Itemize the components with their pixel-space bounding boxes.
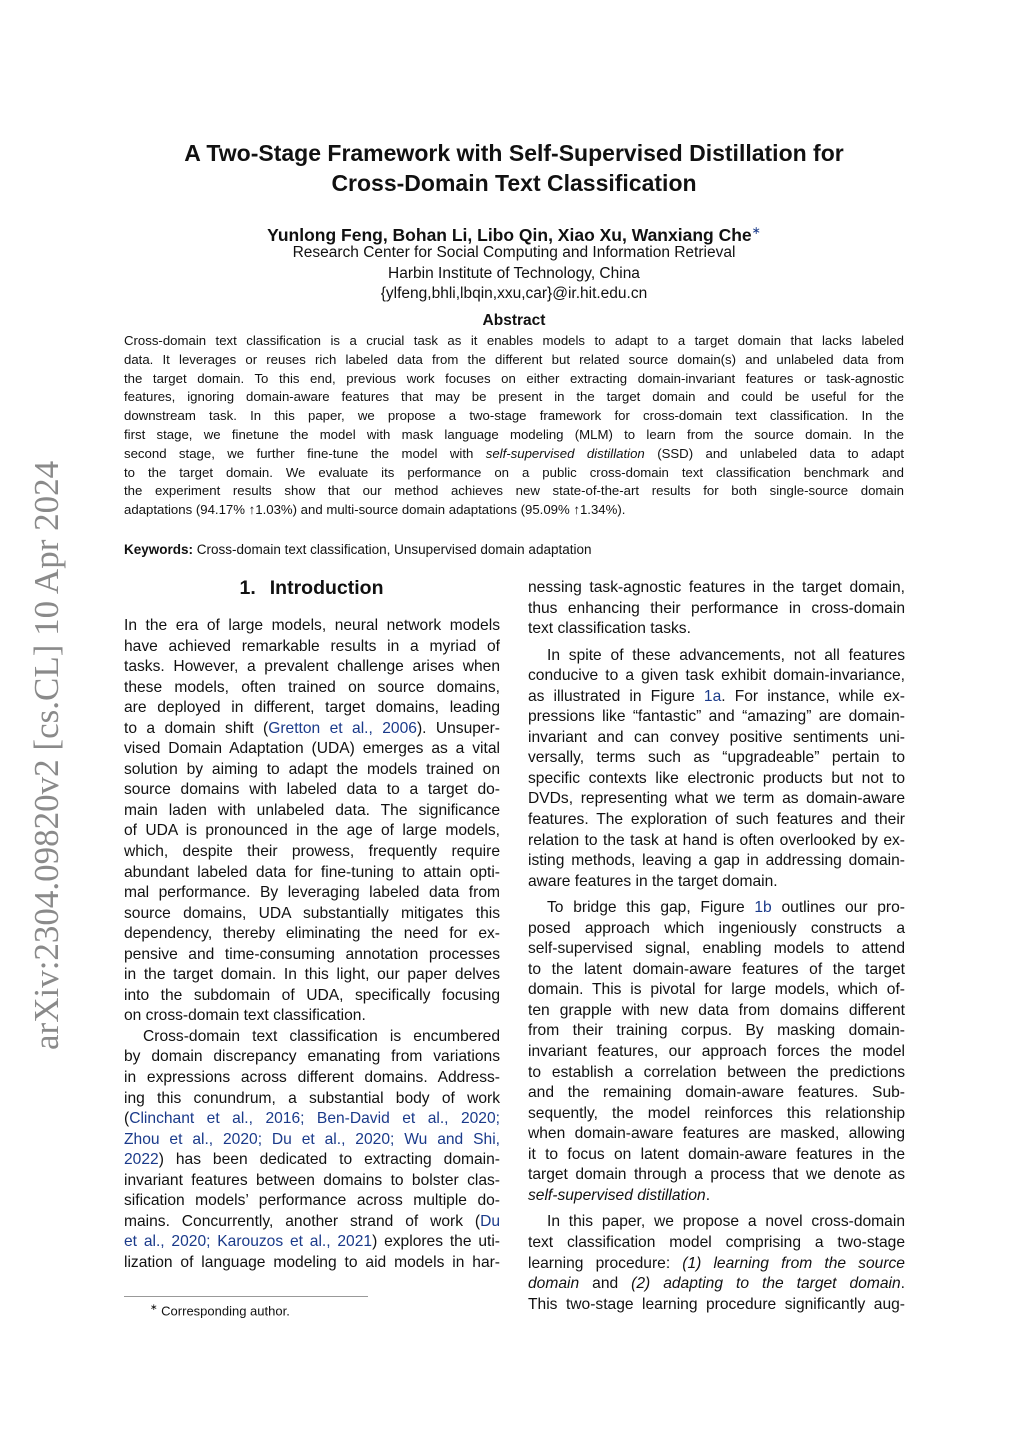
footnote-divider xyxy=(124,1296,368,1297)
text-line: are deployed in different, target domains, leading xyxy=(124,699,500,717)
text-line: In the era of large models, neural network models xyxy=(124,617,500,634)
text-line: invariant features, our approach forces the model xyxy=(528,1043,905,1061)
text-line xyxy=(124,1150,500,1171)
affiliation-email: {ylfeng,bhli,lbqin,xxu,car}@ir.hit.edu.cn xyxy=(380,285,648,302)
text-line: from their training corpus. By masking domain- xyxy=(528,1022,905,1040)
citation-link[interactable]: et al., 2020; Karouzos et al., 2021 xyxy=(124,1233,373,1251)
title-line: Cross-Domain Text Classification xyxy=(331,170,697,196)
text-line: ten grapple with new data from domains different xyxy=(528,1001,905,1019)
text-line: posed approach which ingeniously constructs a xyxy=(528,919,905,937)
text-line: isting methods, leaving a gap in addressing domain- xyxy=(528,852,905,870)
right-column xyxy=(528,578,905,1315)
text: and xyxy=(592,1275,619,1293)
text-line: source domains with labeled data to a target do- xyxy=(124,781,500,799)
text-line: pensive and time-consuming annotation processes xyxy=(124,945,500,963)
text-line xyxy=(124,719,500,740)
text-line: tasks. However, a prevalent challenge arises when xyxy=(124,658,500,676)
abstract-text: (SSD) and unlabeled data to adapt xyxy=(657,445,905,461)
text-line: pressions like “fantastic” and “amazing” are domain- xyxy=(528,708,905,726)
emphasis-text: (1) learning from the source xyxy=(682,1254,905,1272)
left-column xyxy=(124,616,500,1274)
text: mains. Concurrently, another strand of work ( xyxy=(124,1212,481,1230)
text-line: text classification tasks. xyxy=(528,620,691,638)
abstract-body xyxy=(124,332,904,520)
abstract-line: first stage, we finetune the model with mask language modeling (MLM) to learn from the source domain. In the xyxy=(124,426,904,442)
text-line: vised Domain Adaptation (UDA) emerges as a vital xyxy=(124,740,500,758)
text-line: versally, terms such as “upgradeable” pertain to xyxy=(528,749,905,767)
text-line: invariant features between domains to bolster clas- xyxy=(124,1171,500,1189)
text-line xyxy=(124,1130,500,1151)
abstract-line: downstream task. In this paper, we propose a two-stage framework for cross-domain text classification. In the xyxy=(124,408,904,424)
affiliation-line: Research Center for Social Computing and Information Retrieval xyxy=(292,244,736,261)
text: . For instance, while ex- xyxy=(721,687,905,705)
text: learning procedure: xyxy=(528,1254,671,1272)
text-line: target domain through a process that we denote as xyxy=(528,1166,905,1184)
text-line: abundant labeled data for fine-tuning to attain opti- xyxy=(124,863,500,881)
figure-reference-link[interactable]: 1b xyxy=(754,899,772,917)
arxiv-identifier-stamp: arXiv:2304.09820v2 [cs.CL] 10 Apr 2024 xyxy=(27,460,66,1050)
abstract-line: to the target domain. We evaluate its performance on a public cross-domain text classification benchmark and xyxy=(124,464,904,480)
text-line xyxy=(528,1274,905,1295)
text-line: In spite of these advancements, not all features xyxy=(547,646,905,664)
emphasis-text: domain xyxy=(528,1275,580,1293)
text-line: on cross-domain text classification. xyxy=(124,1007,366,1025)
text: ) explores the uti- xyxy=(372,1233,500,1251)
emphasis-text: self-supervised distillation xyxy=(528,1186,706,1204)
text-line: and the remaining domain-aware features. Sub- xyxy=(528,1084,905,1102)
abstract-line: features, ignoring domain-aware features that may be present in the target domain and could be useful for the xyxy=(124,389,904,405)
text-line xyxy=(528,1186,905,1207)
text-line xyxy=(528,898,905,919)
section-number: 1. xyxy=(239,577,256,599)
citation-link[interactable]: Gretton et al., 2006 xyxy=(268,719,417,737)
keywords-text: Cross-domain text classification, Unsupervised domain adaptation xyxy=(196,542,592,557)
text-line: relation to the task at hand is often overlooked by ex- xyxy=(528,831,905,849)
corresponding-author-mark: ∗ xyxy=(751,225,761,237)
text: ) has been dedicated to extracting domain- xyxy=(158,1151,500,1169)
citation-link[interactable]: Clinchant et al., 2016; Ben-David et al., 2020; xyxy=(129,1110,500,1128)
footnote-text: Corresponding author. xyxy=(161,1303,290,1319)
section-heading xyxy=(124,575,499,601)
abstract-line: Cross-domain text classification is a crucial task as it enables models to adapt to a target domain that lacks labeled xyxy=(124,333,904,348)
author-names: Yunlong Feng, Bohan Li, Libo Qin, Xiao Xu, Wanxiang Che xyxy=(267,224,752,245)
text-line: into the subdomain of UDA, specifically focusing xyxy=(124,986,500,1004)
footnote-mark: ∗ xyxy=(150,1302,158,1312)
citation-link[interactable]: 2022 xyxy=(124,1151,159,1169)
text-line: This two-stage learning procedure significantly aug- xyxy=(528,1295,905,1313)
text: To bridge this gap, Figure xyxy=(547,899,745,917)
text-line: nessing task-agnostic features in the target domain, xyxy=(528,579,905,596)
keywords xyxy=(124,541,904,559)
text-line: ing this conundrum, a substantial body of work xyxy=(124,1089,500,1107)
abstract-line: data. It leverages or reuses rich labeled data from the different but related source domain(s) and unlabeled data from xyxy=(124,351,904,367)
text: . xyxy=(900,1275,905,1293)
text-line: features. The exploration of such features and their xyxy=(528,811,905,829)
text-line xyxy=(124,1232,500,1253)
text-line xyxy=(124,1212,500,1233)
footnote xyxy=(150,1298,490,1320)
abstract-text: second stage, we further fine-tune the model with xyxy=(124,445,474,461)
text-line: self-supervised signal, enabling models to attend xyxy=(528,940,905,958)
paper-title xyxy=(124,138,904,198)
text: as illustrated in Figure xyxy=(528,687,695,705)
text: . xyxy=(705,1186,711,1204)
text-line: to the latent domain-aware features of the target xyxy=(528,960,905,978)
text-line: it to focus on latent domain-aware features in the xyxy=(528,1145,905,1163)
text-line: these models, often trained on source domains, xyxy=(124,678,500,696)
text-line: in expressions across different domains. Address- xyxy=(124,1069,500,1087)
text-line: in the target domain. In this light, our paper delves xyxy=(124,966,500,984)
text-line: sequently, the model reinforces this relationship xyxy=(528,1104,905,1122)
text-line: specific contexts like electronic products but not to xyxy=(528,769,905,787)
text-line xyxy=(124,1109,500,1130)
abstract-line xyxy=(124,445,904,464)
text-line: In this paper, we propose a novel cross-domain xyxy=(547,1213,905,1231)
text-line xyxy=(528,1254,905,1275)
text: ). Unsuper- xyxy=(416,719,500,737)
affiliation xyxy=(124,243,904,305)
text-line: dependency, thereby eliminating the need for ex- xyxy=(124,925,500,943)
text-line: when domain-aware features are masked, allowing xyxy=(528,1125,905,1143)
abstract-emphasis: self-supervised distillation xyxy=(485,445,645,461)
text-line: mal performance. By leveraging labeled data from xyxy=(124,884,500,902)
text-line: domain. This is pivotal for large models, which of- xyxy=(528,981,905,999)
citation-link[interactable]: Zhou et al., 2020; Du et al., 2020; Wu and Shi, xyxy=(124,1130,500,1148)
emphasis-text: (2) adapting to the target domain xyxy=(631,1275,901,1293)
abstract-line: the experiment results show that our method achieves new state-of-the-art results for both single-source domain xyxy=(124,483,904,499)
text-line: source domains, UDA substantially mitigates this xyxy=(124,904,500,922)
text-line: DVDs, representing what we term as domain-aware xyxy=(528,790,905,808)
text-line: Cross-domain text classification is encumbered xyxy=(143,1027,500,1045)
text-line: by domain discrepancy emanating from variations xyxy=(124,1048,500,1066)
text-line: text classification model comprising a two-stage xyxy=(528,1233,905,1251)
affiliation-line: Harbin Institute of Technology, China xyxy=(388,264,640,282)
text-line: invariant and can convey positive sentiments uni- xyxy=(528,728,905,746)
text-line: conducive to a given task exhibit domain-invariance, xyxy=(528,667,905,685)
section-title: Introduction xyxy=(269,577,384,599)
abstract-heading: Abstract xyxy=(482,312,546,329)
text-line: aware features in the target domain. xyxy=(528,872,778,890)
title-line: A Two-Stage Framework with Self-Supervised Distillation for xyxy=(184,140,844,166)
text: to a domain shift ( xyxy=(124,719,269,737)
abstract-line: the target domain. To this end, previous work focuses on either extracting domain-invariant features or task-agnostic xyxy=(124,370,904,386)
text-line: which, despite their prowess, frequently require xyxy=(124,843,500,861)
abstract-line: adaptations (94.17% ↑1.03%) and multi-source domain adaptations (95.09% ↑1.34%). xyxy=(124,502,626,518)
figure-reference-link[interactable]: 1a xyxy=(703,687,722,705)
text-line: lization of language modeling to aid models in har- xyxy=(124,1253,500,1271)
text-line: thus enhancing their performance in cross-domain xyxy=(528,599,905,617)
text-line: have achieved remarkable results in a myriad of xyxy=(124,637,500,655)
text-line: main laden with unlabeled data. The significance xyxy=(124,801,500,819)
text: outlines our pro- xyxy=(781,899,905,917)
text-line: of UDA is pronounced in the age of large models, xyxy=(124,822,500,840)
text-line xyxy=(528,687,905,708)
text-line: to establish a correlation between the predictions xyxy=(528,1063,905,1081)
text: ( xyxy=(124,1110,130,1128)
text-line: sification models’ performance across multiple do- xyxy=(124,1192,500,1210)
keywords-label: Keywords: xyxy=(124,542,194,557)
text-line: solution by aiming to adapt the models trained on xyxy=(124,760,500,778)
citation-link[interactable]: Du xyxy=(480,1212,500,1230)
